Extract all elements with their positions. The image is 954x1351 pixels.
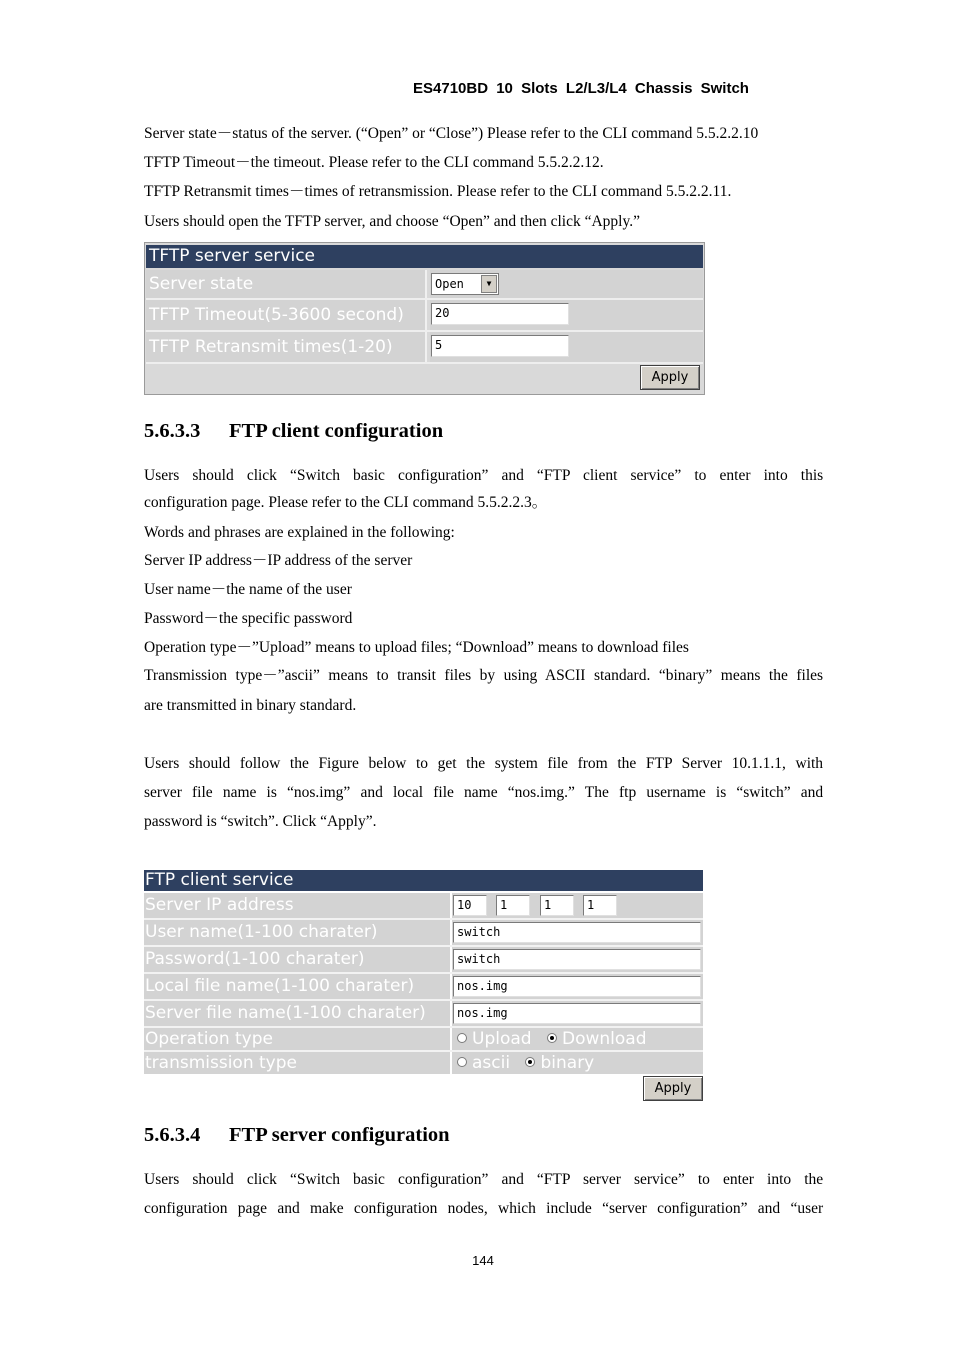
word: nodes, [447, 1200, 488, 1217]
word: with [795, 755, 824, 772]
word: to [415, 755, 429, 772]
user-name-label: User name(1-100 charater) [144, 920, 450, 945]
word: enter [722, 1171, 754, 1188]
word: file [433, 784, 454, 801]
tftp-panel-title: TFTP server service [146, 245, 703, 268]
word: Figure [318, 755, 359, 772]
word: files [796, 667, 824, 684]
word: standard. [593, 667, 651, 684]
word: follow [239, 755, 281, 772]
word: The [584, 784, 609, 801]
word: Users [144, 755, 180, 772]
word: and [757, 1200, 781, 1217]
word: file [547, 755, 569, 772]
figure-intro-line1 [144, 754, 823, 774]
word: basic [353, 1171, 385, 1188]
intro-tftp-retransmit: TFTP Retransmit times－times of retransmission. Please refer to the CLI command 5.5.2.2.11. [144, 183, 732, 200]
word: 10.1.1.1, [731, 755, 786, 772]
intro-server-state: Server state－status of the server. (“Open” or “Close”) Please refer to the CLI command 5.5.2.2.10 [144, 125, 759, 142]
server-file-input[interactable]: nos.img [453, 1003, 701, 1024]
server-ip-label: Server IP address [144, 893, 450, 918]
word: enter [719, 467, 751, 484]
tftp-apply-button[interactable]: Apply [640, 365, 700, 390]
section-title: FTP server configuration [229, 1124, 450, 1146]
word: the [768, 667, 788, 684]
tftp-timeout-label: TFTP Timeout(5-3600 second) [146, 300, 427, 330]
word: name [222, 784, 257, 801]
word: the [466, 755, 486, 772]
section-heading-ftp-client [144, 420, 443, 443]
word: file [192, 784, 213, 801]
password-input[interactable]: switch [453, 949, 701, 970]
page-number: 144 [472, 1253, 494, 1268]
word: transit [397, 667, 436, 684]
word: is [715, 784, 727, 801]
word: is [266, 784, 277, 801]
binary-radio[interactable] [525, 1057, 535, 1067]
words-phrases-intro: Words and phrases are explained in the following: [144, 524, 455, 541]
def-transmission-line1 [144, 666, 823, 686]
intro-tftp-timeout: TFTP Timeout－the timeout. Please refer to the CLI command 5.5.2.2.12. [144, 154, 604, 171]
word: “Switch [290, 467, 340, 484]
word: means [328, 667, 369, 684]
ftp-apply-button[interactable]: Apply [643, 1076, 703, 1101]
word: files [444, 667, 472, 684]
word: “binary” [658, 667, 713, 684]
def-password: Password－the specific password [144, 610, 353, 627]
section-number: 5.6.3.4 [144, 1124, 201, 1146]
download-radio[interactable] [547, 1033, 557, 1043]
word: configuration” [397, 1171, 489, 1188]
figure-intro-line3: password is “switch”. Click “Apply”. [144, 813, 377, 830]
word: configuration” [657, 1200, 748, 1217]
def-server-ip: Server IP address－IP address of the server [144, 552, 413, 569]
word: ftp [619, 784, 637, 801]
word: “nos.img” [287, 784, 351, 801]
tftp-server-panel [144, 242, 705, 395]
word: “user [790, 1200, 824, 1217]
word: system [494, 755, 538, 772]
server-state-label: Server state [146, 270, 427, 298]
word: using [503, 667, 538, 684]
word: include [546, 1200, 592, 1217]
word: service” [630, 467, 682, 484]
upload-label[interactable]: Upload [472, 1029, 532, 1049]
word: and [360, 784, 383, 801]
word: “server [602, 1200, 647, 1217]
word: get [437, 755, 457, 772]
transmission-type-label: transmission type [144, 1052, 450, 1074]
server-ip-cell [452, 893, 703, 918]
word: click [246, 1171, 277, 1188]
word: should [192, 467, 234, 484]
word: Users [144, 467, 180, 484]
word: which [498, 1200, 536, 1217]
word: “switch” [736, 784, 791, 801]
section-heading-ftp-server [144, 1124, 450, 1147]
document-header: ES4710BD 10 Slots L2/L3/L4 Chassis Switch [413, 80, 749, 97]
ip-octet-2-input[interactable]: 1 [496, 895, 530, 916]
word: and [501, 1171, 524, 1188]
word: Transmission [144, 667, 227, 684]
word: page [237, 1200, 268, 1217]
ascii-label[interactable]: ascii [472, 1053, 511, 1073]
word: the [804, 1171, 824, 1188]
server-file-label: Server file name(1-100 charater) [144, 1001, 450, 1026]
word: into [767, 1171, 792, 1188]
word: server [583, 1171, 621, 1188]
word: to [694, 467, 707, 484]
word: basic [353, 467, 385, 484]
word: by [479, 667, 496, 684]
def-transmission-line2: are transmitted in binary standard. [144, 697, 357, 714]
server-state-select[interactable] [431, 273, 499, 295]
word: and [501, 467, 524, 484]
ascii-radio[interactable] [457, 1057, 467, 1067]
upload-radio[interactable] [457, 1033, 467, 1043]
download-label[interactable]: Download [561, 1029, 647, 1049]
def-user-name: User name－the name of the user [144, 581, 352, 598]
word: “FTP [536, 1171, 570, 1188]
word: this [800, 467, 824, 484]
word: name [464, 784, 498, 801]
binary-label[interactable]: binary [540, 1053, 595, 1073]
word: from [577, 755, 608, 772]
section-number: 5.6.3.3 [144, 420, 201, 442]
word: service” [633, 1171, 685, 1188]
word: ASCII [544, 667, 586, 684]
word: the [289, 755, 309, 772]
operation-type-radios [457, 1028, 657, 1050]
ftp-client-para-line1 [144, 466, 823, 486]
ftp-server-para-line2 [144, 1199, 823, 1219]
ftp-client-para-line2: configuration page. Please refer to the CLI command 5.5.2.2.3。 [144, 494, 548, 511]
ftp-server-para-line1 [144, 1170, 823, 1190]
local-file-input[interactable]: nos.img [453, 976, 701, 997]
intro-open-instruction: Users should open the TFTP server, and choose “Open” and then click “Apply.” [144, 213, 640, 230]
word: should [188, 755, 231, 772]
word: to [376, 667, 389, 684]
dropdown-arrow-icon[interactable]: ▼ [481, 275, 497, 293]
ip-octet-1-input[interactable]: 10 [453, 895, 487, 916]
password-label: Password(1-100 charater) [144, 947, 450, 972]
tftp-timeout-input[interactable]: 20 [431, 303, 569, 325]
ip-octet-3-input[interactable]: 1 [540, 895, 574, 916]
word: to [697, 1171, 710, 1188]
section-title: FTP client configuration [229, 420, 444, 442]
transmission-type-radios [457, 1052, 604, 1074]
word: make [310, 1200, 344, 1217]
row-divider [146, 362, 703, 364]
word: “Switch [290, 1171, 340, 1188]
word: configuration [144, 1200, 228, 1217]
local-file-label: Local file name(1-100 charater) [144, 974, 450, 999]
def-operation-type: Operation type－”Upload” means to upload files; “Download” means to download files [144, 639, 689, 656]
figure-intro-line2 [144, 783, 823, 803]
ftp-client-panel [144, 870, 705, 1102]
word: means [720, 667, 761, 684]
word: server [144, 784, 182, 801]
word: “nos.img.” [507, 784, 575, 801]
word: into [763, 467, 788, 484]
ip-octet-4-input[interactable]: 1 [583, 895, 617, 916]
word: configuration [353, 1200, 438, 1217]
word: FTP [645, 755, 673, 772]
word: username [646, 784, 706, 801]
word: configuration” [397, 467, 489, 484]
word: and [277, 1200, 300, 1217]
word: local [392, 784, 424, 801]
word: Users [144, 1171, 180, 1188]
ftp-panel-title: FTP client service [144, 870, 703, 891]
user-name-input[interactable]: switch [453, 922, 701, 943]
word: Server [681, 755, 723, 772]
word: the [617, 755, 637, 772]
server-state-value: Open [435, 277, 464, 291]
word: “FTP [536, 467, 570, 484]
operation-type-label: Operation type [144, 1028, 450, 1050]
word: click [246, 467, 277, 484]
tftp-retransmit-input[interactable]: 5 [431, 335, 569, 357]
word: below [368, 755, 407, 772]
word: client [583, 467, 618, 484]
word: type－”ascii” [235, 667, 320, 684]
word: and [800, 784, 824, 801]
word: should [192, 1171, 234, 1188]
tftp-retransmit-label: TFTP Retransmit times(1-20) [146, 332, 427, 362]
